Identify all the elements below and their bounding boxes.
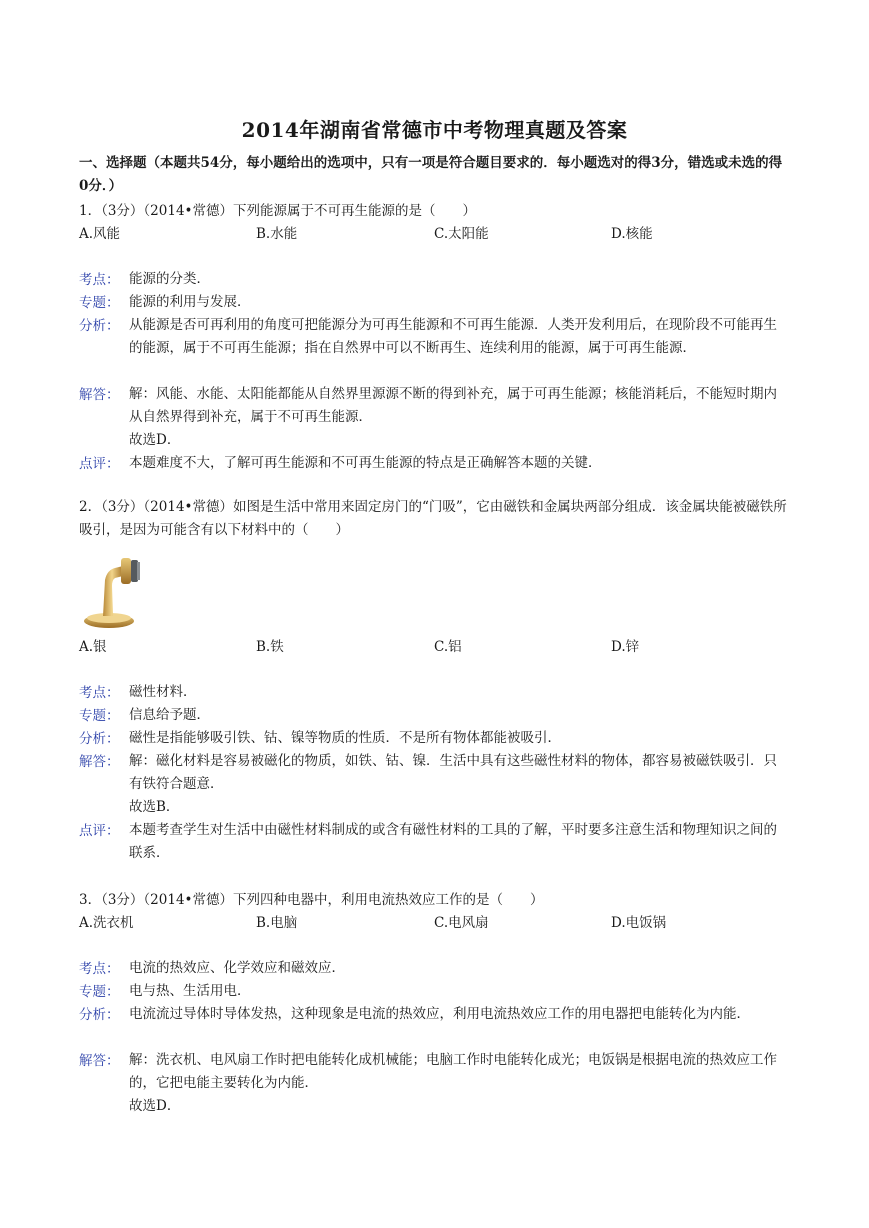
q3-fenxi: 电流流过导体时导体发热，这种现象是电流的热效应，利用电流热效应工作的用电器把电能转化为内能． [129,1006,750,1022]
q1-zhuanti: 能源的利用与发展． [129,294,251,310]
q2-option-c: C.铝 [434,639,462,655]
q1-option-d: D.核能 [611,226,653,242]
q3-fenxi-label: 分析： [79,1007,120,1023]
q1-jieda-label: 解答： [79,387,120,403]
q1-jieda: 解：风能、水能、太阳能都能从自然界里源源不断的得到补充，属于可再生能源；核能消耗后，不能短时期内从自然界得到补充，属于不可再生能源． [129,386,777,425]
q2-option-b: B.铁 [256,639,284,655]
section-header: 一、选择题（本题共54分，每小题给出的选项中，只有一项是符合题目要求的．每小题选对的得3分，错选或未选的得0分．） [79,155,783,194]
q1-answer: 故选D． [129,432,181,448]
q3-option-d: D.电饭锅 [611,915,667,931]
q2-zhuanti: 信息给予题． [129,707,210,723]
q1-fenxi: 从能源是否可再利用的角度可把能源分为可再生能源和不可再生能源．人类开发利用后，在现阶段不可能再生的能源，属于不可再生能源；指在自然界中可以不断再生、连续利用的能源，属于可再生能源． [129,317,777,356]
q1-option-b: B.水能 [256,226,298,242]
q3-zhuanti-label: 专题： [79,984,120,1000]
q3-option-a: A.洗衣机 [79,915,134,931]
q1-kaodian: 能源的分类． [129,271,210,287]
q2-answer: 故选B． [129,799,180,815]
q1-option-a: A.风能 [79,226,121,242]
q3-answer: 故选D． [129,1098,181,1114]
q2-fenxi-label: 分析： [79,731,120,747]
q1-option-c: C.太阳能 [434,226,489,242]
q3-jieda-label: 解答： [79,1053,120,1069]
q2-option-a: A.银 [79,639,107,655]
q2-dianping-label: 点评： [79,823,120,839]
door-stopper-image [79,550,145,630]
q1-stem: 1．（3分）（2014•常德）下列能源属于不可再生能源的是（ ） [79,203,476,219]
q2-kaodian-label: 考点： [79,685,120,701]
q2-zhuanti-label: 专题： [79,708,120,724]
q3-option-c: C.电风扇 [434,915,489,931]
q2-option-d: D.锌 [611,639,640,655]
q2-jieda: 解：磁化材料是容易被磁化的物质，如铁、钴、镍．生活中具有这些磁性材料的物体，都容易被磁铁吸引．只有铁符合题意． [129,753,777,792]
q3-option-b: B.电脑 [256,915,298,931]
q1-kaodian-label: 考点： [79,272,120,288]
q3-zhuanti: 电与热、生活用电． [129,983,251,999]
q3-kaodian-label: 考点： [79,961,120,977]
q1-fenxi-label: 分析： [79,318,120,334]
q2-stem: 2．（3分）（2014•常德）如图是生活中常用来固定房门的“门吸”，它由磁铁和金属块两部分组成．该金属块能被磁铁所吸引，是因为可能含有以下材料中的（ ） [79,499,787,538]
q1-dianping-label: 点评： [79,456,120,472]
q2-dianping: 本题考查学生对生活中由磁性材料制成的或含有磁性材料的工具的了解，平时要多注意生活和物理知识之间的联系． [129,822,777,861]
q3-kaodian: 电流的热效应、化学效应和磁效应． [129,960,345,976]
q3-jieda: 解：洗衣机、电风扇工作时把电能转化成机械能；电脑工作时电能转化成光；电饭锅是根据电流的热效应工作的，它把电能主要转化为内能． [129,1052,777,1091]
page-title: 2014年湖南省常德市中考物理真题及答案 [241,118,628,142]
q1-dianping: 本题难度不大，了解可再生能源和不可再生能源的特点是正确解答本题的关键． [129,455,602,471]
q2-fenxi: 磁性是指能够吸引铁、钴、镍等物质的性质．不是所有物体都能被吸引． [129,730,561,746]
q2-jieda-label: 解答： [79,754,120,770]
q1-zhuanti-label: 专题： [79,295,120,311]
q3-stem: 3．（3分）（2014•常德）下列四种电器中，利用电流热效应工作的是（ ） [79,892,544,908]
q2-kaodian: 磁性材料． [129,684,197,700]
